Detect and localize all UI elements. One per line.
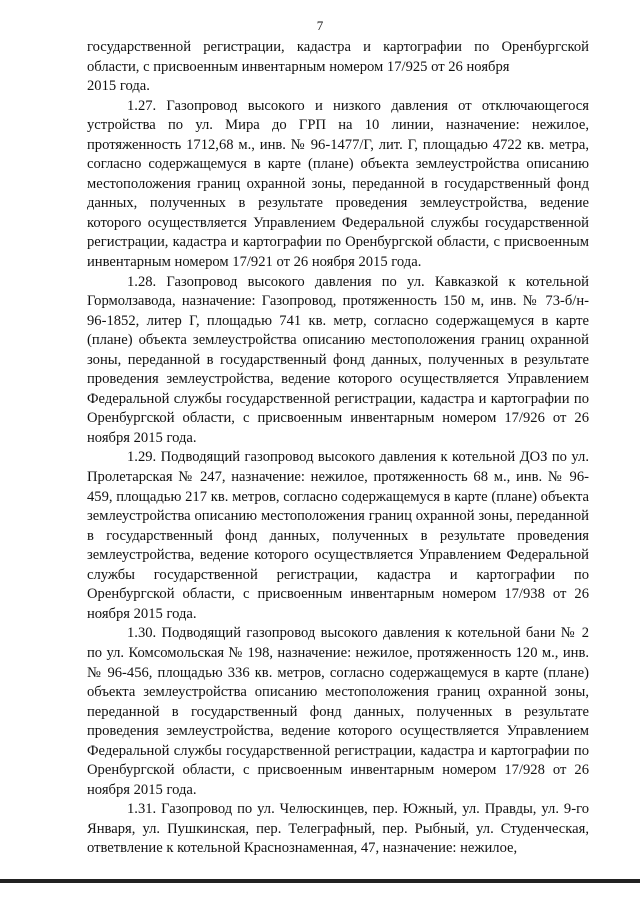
item-1-28: 1.28. Газопровод высокого давления по ул. Кавказкой к котельной Гормолзавода, назначение: Газопровод, протяженность 150 м, инв. № 73-б/н- 96-1852, литер Г, площадью 741 кв. метр, согласно содержащемуся в карте (плане) объекта землеустройства описанию местоположения границ охранной зоны, переданной в государственный фонд данных, полученных в результате проведения землеустройства, ведение которого осуществляется Управлением Федеральной службы государственной регистрации, кадастра и картографии по Оренбургской области, с присвоенным инвентарным номером 17/926 от 26 ноября 2015 года. [87,273,589,446]
item-1-31: 1.31. Газопровод по ул. Челюскинцев, пер. Южный, ул. Правды, ул. 9-го Января, ул. Пушкинская, пер. Телеграфный, пер. Рыбный, ул. Студенческая, ответвление к котельной Краснознаменная, 47, назначение: нежилое, [87,801,589,857]
page-number: 7 [316,18,324,33]
item-1-27: 1.27. Газопровод высокого и низкого давления от отключающегося устройства по ул. Мира до ГРП на 10 линии, назначение: нежилое, протяженность 1712,68 м., инв. № 96-1477/Г, лит. Г, площадью 4722 кв. метра, согласно содержащемуся в карте (плане) объекта землеустройства описанию местоположения границ охранной зоны, переданной в государственный фонд данных, полученных в результате проведения землеустройства, ведение которого осуществляется Управлением Федеральной службы государственной регистрации, кадастра и картографии по Оренбургской области, с присвоенным инвентарным номером 17/921 от 26 ноября 2015 года. [87,97,589,271]
intro-paragraph: государственной регистрации, кадастра и картографии по Оренбургской области, с присвоенным инвентарным номером 17/925 от 26 ноября [87,39,589,75]
document-body [87,38,589,859]
item-1-29: 1.29. Подводящий газопровод высокого давления к котельной ДОЗ по ул. Пролетарская № 247, назначение: нежилое, протяженность 68 м., инв. № 96-459, площадью 217 кв. метров, согласно содержащемуся в карте (плане) объекта землеустройства описанию местоположения границ охранной зоны, переданной в государственный фонд данных, полученных в результате проведения землеустройства, ведение которого осуществляется Управлением Федеральной службы государственной регистрации, кадастра и картографии по Оренбургской области, с присвоенным инвентарным номером 17/938 от 26 ноября 2015 года. [87,449,589,622]
bottom-rule [0,879,640,883]
intro-paragraph-tail: 2015 года. [87,78,150,95]
item-1-30: 1.30. Подводящий газопровод высокого давления к котельной бани № 2 по ул. Комсомольская № 198, назначение: нежилое, протяженность 120 м., инв. № 96-456, площадью 336 кв. метров, согласно содержащемуся в карте (плане) объекта землеустройства описанию местоположения границ охранной зоны, переданной в государственный фонд данных, полученных в результате проведения землеустройства, ведение которого осуществляется Управлением Федеральной службы государственной регистрации, кадастра и картографии по Оренбургской области, с присвоенным инвентарным номером 17/928 от 26 ноября 2015 года. [87,625,589,798]
